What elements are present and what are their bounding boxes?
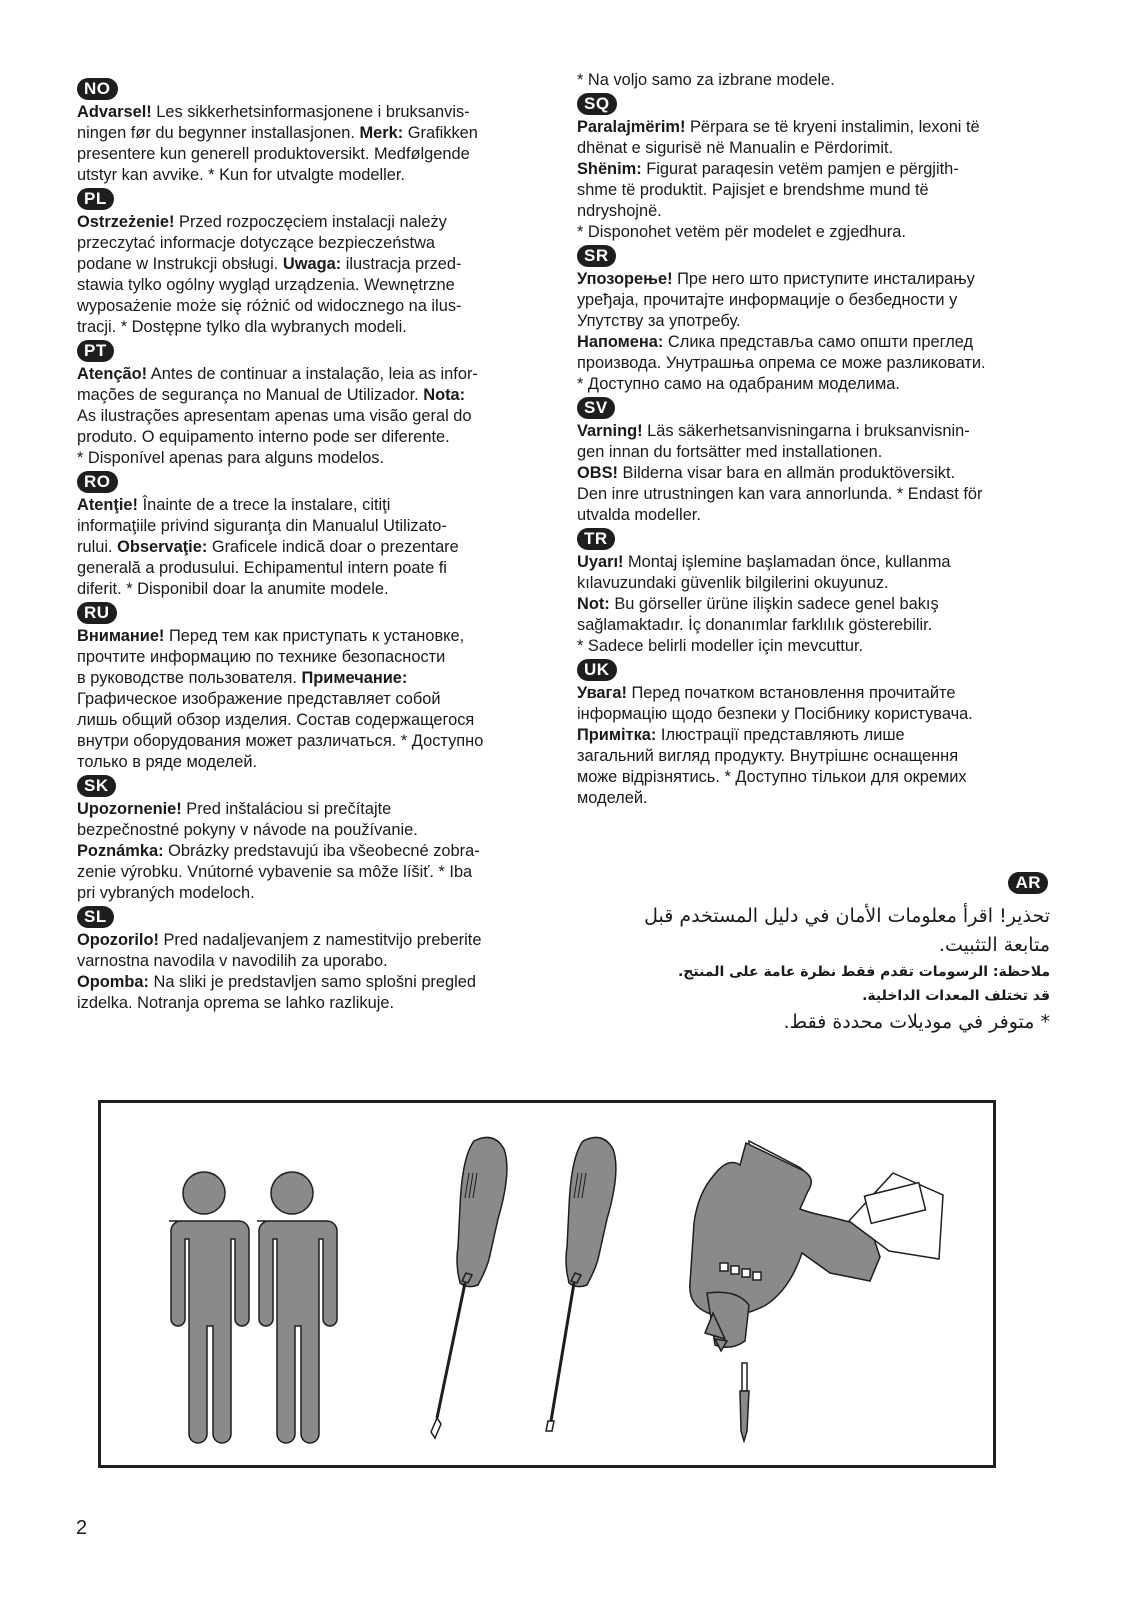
lang-paragraph	[77, 626, 547, 773]
lang-block-uk	[577, 657, 1057, 809]
ar-warning-line-1: تحذير! اقرأ معلومات الأمان في دليل المستخدم قبل	[644, 905, 1050, 927]
lang-badge-no: NO	[77, 78, 118, 100]
text-span: Graficele indică doar o prezentare	[207, 538, 459, 556]
lang-paragraph	[577, 117, 1057, 159]
lang-block-sv	[577, 395, 1057, 526]
lang-badge-pt: PT	[77, 340, 114, 362]
emphasis-label: Paralajmërim!	[577, 118, 686, 136]
text-span: загальний вигляд продукту. Внутрішнє оснащення	[577, 747, 959, 765]
text-span: dhënat e sigurisë në Manualin e Përdorimit.	[577, 139, 894, 157]
text-span: Слика представља само општи преглед	[663, 333, 974, 351]
emphasis-label: Примітка:	[577, 726, 657, 744]
text-span: wyposażenie może się różnić od widocznego na ilus-	[77, 297, 462, 315]
emphasis-label: Poznámka:	[77, 842, 164, 860]
lang-badge-sq: SQ	[577, 93, 617, 115]
emphasis-label: Примечание:	[301, 669, 408, 687]
emphasis-label: Nota:	[423, 386, 466, 404]
emphasis-label: Упозорење!	[577, 270, 673, 288]
text-span: utvalda modeller.	[577, 506, 701, 524]
lang-paragraph	[577, 332, 1057, 395]
ar-availability-line: * متوفر في موديلات محددة فقط.	[783, 1011, 1050, 1033]
text-span: shme të produktit. Pajisjet e brendshme mund të	[577, 181, 929, 199]
emphasis-label: Atenção!	[77, 365, 148, 383]
two-persons-icon	[169, 1172, 337, 1443]
text-span: * Disponível apenas para alguns modelos.	[77, 449, 385, 467]
text-span: ndryshojnë.	[577, 202, 662, 220]
lang-block-tr	[577, 526, 1057, 657]
lang-paragraph	[77, 212, 547, 338]
text-span: * Доступно само на одабраним моделима.	[577, 375, 900, 393]
text-span: kılavuzundaki güvenlik bilgilerini okuyunuz.	[577, 574, 889, 592]
emphasis-label: Upozornenie!	[77, 800, 182, 818]
lang-badge-uk: UK	[577, 659, 617, 681]
emphasis-label: Opozorilo!	[77, 931, 159, 949]
lang-paragraph	[577, 594, 1057, 657]
phillips-screwdriver-icon	[431, 1137, 507, 1438]
text-span: Obrázky predstavujú iba všeobecné zobra-	[163, 842, 480, 860]
ar-note-line-2: قد تختلف المعدات الداخلية.	[862, 988, 1050, 1004]
lang-block-sl	[77, 904, 547, 1014]
lang-paragraph	[577, 421, 1057, 463]
text-span: Înainte de a trece la instalare, citiţi	[138, 496, 391, 514]
text-span: generală a produsului. Echipamentul intern poate fi	[77, 559, 447, 577]
text-span: diferit. * Disponibil doar la anumite modele.	[77, 580, 389, 598]
lang-block-no	[77, 76, 547, 186]
lang-block-pl	[77, 186, 547, 338]
text-span: * Na voljo samo za izbrane modele.	[577, 71, 835, 89]
text-span: Na sliki je predstavljen samo splošni pregled	[148, 973, 476, 991]
emphasis-label: Shënim:	[577, 160, 642, 178]
emphasis-label: Advarsel!	[77, 103, 152, 121]
lang-badge-sk: SK	[77, 775, 116, 797]
emphasis-label: Ostrzeżenie!	[77, 213, 175, 231]
text-span: informaţiile privind siguranţa din Manualul Utilizato-	[77, 517, 447, 535]
page-number: 2	[76, 1517, 88, 1539]
text-span: Przed rozpoczęciem instalacji należy	[174, 213, 447, 231]
emphasis-label: Внимание!	[77, 627, 165, 645]
lang-badge-tr: TR	[577, 528, 615, 550]
text-span: Përpara se të kryeni instalimin, lexoni të	[685, 118, 980, 136]
emphasis-label: Atenţie!	[77, 496, 139, 514]
text-span: Bilderna visar bara en allmän produktöversikt.	[617, 464, 956, 482]
lang-badge-sv: SV	[577, 397, 615, 419]
lang-block-continued	[577, 70, 1057, 91]
text-span: Перед початком встановлення прочитайте	[626, 684, 956, 702]
text-span: * Disponohet vetëm për modelet e zgjedhura.	[577, 223, 906, 241]
text-span: ningen før du begynner installasjonen.	[77, 124, 360, 142]
text-span: rului.	[77, 538, 118, 556]
text-span: izdelka. Notranja oprema se lahko razlikuje.	[77, 994, 395, 1012]
lang-badge-ar: AR	[1008, 872, 1048, 894]
text-span: produto. O equipamento interno pode ser diferente.	[77, 428, 450, 446]
text-span: pri vybraných modeloch.	[77, 884, 255, 902]
text-span: Перед тем как приступать к установке,	[164, 627, 465, 645]
emphasis-label: Uwaga:	[282, 255, 342, 273]
lang-block-sr	[577, 243, 1057, 395]
lang-paragraph	[77, 364, 547, 469]
left-column	[77, 76, 547, 1014]
ar-warning-line-2: متابعة التثبيت.	[938, 934, 1050, 956]
emphasis-label: Not:	[577, 595, 610, 613]
lang-block-ro	[77, 469, 547, 600]
lang-block-pt	[77, 338, 547, 469]
emphasis-label: Напомена:	[577, 333, 664, 351]
text-span: bezpečnostné pokyny v návode na používanie.	[77, 821, 418, 839]
emphasis-label: Увага!	[577, 684, 627, 702]
lang-paragraph	[577, 552, 1057, 594]
text-span: ilustracja przed-	[341, 255, 462, 273]
text-span: utstyr kan avvike. * Kun for utvalgte modeller.	[77, 166, 405, 184]
lang-paragraph	[577, 463, 1057, 526]
text-span: Bu görseller ürüne ilişkin sadece genel bakış	[609, 595, 939, 613]
text-span: przeczytać informacje dotyczące bezpieczeństwa	[77, 234, 436, 252]
emphasis-label: Uyarı!	[577, 553, 624, 571]
lang-badge-sr: SR	[577, 245, 616, 267]
text-span: Les sikkerhetsinformasjonene i bruksanvis-	[151, 103, 470, 121]
lang-paragraph	[77, 495, 547, 600]
lang-badge-pl: PL	[77, 188, 114, 210]
ar-note-line-1: ملاحظة: الرسومات تقدم فقط نظرة عامة على المنتج.	[677, 964, 1050, 980]
text-span: gen innan du fortsätter med installationen.	[577, 443, 883, 461]
lang-paragraph	[77, 930, 547, 1014]
text-span: zenie výrobku. Vnútorné vybavenie sa môže líšiť. * Iba	[77, 863, 473, 881]
text-span: * Sadece belirli modeller için mevcuttur.	[577, 637, 864, 655]
lang-paragraph	[577, 159, 1057, 222]
text-span: Antes de continuar a instalação, leia as infor-	[147, 365, 478, 383]
tools-illustration	[101, 1103, 993, 1465]
text-span: Läs säkerhetsanvisningarna i bruksanvisnin-	[642, 422, 970, 440]
text-span: інформацію щодо безпеки у Посібнику користувача.	[577, 705, 973, 723]
text-span: Figurat paraqesin vetëm pamjen e përgjith-	[641, 160, 959, 178]
text-span: As ilustrações apresentam apenas uma visão geral do	[77, 407, 472, 425]
lang-paragraph	[577, 70, 1057, 91]
text-span: presentere kun generell produktoversikt. Medfølgende	[77, 145, 470, 163]
text-span: mações de segurança no Manual de Utilizador.	[77, 386, 424, 404]
text-span: Графическое изображение представляет собой	[77, 690, 441, 708]
text-span: Den inre utrustningen kan vara annorlunda. * Endast för	[577, 485, 983, 503]
text-span: tracji. * Dostępne tylko dla wybranych modeli.	[77, 318, 407, 336]
text-span: Упутству за употребу.	[577, 312, 741, 330]
lang-block-ru	[77, 600, 547, 773]
lang-paragraph	[577, 222, 1057, 243]
text-span: производа. Унутрашња опрема се може разликовати.	[577, 354, 986, 372]
lang-paragraph	[77, 102, 547, 186]
text-span: Pred inštaláciou si prečítajte	[181, 800, 392, 818]
drill-bit-icon	[740, 1363, 749, 1441]
lang-block-sk	[77, 773, 547, 904]
lang-badge-ro: RO	[77, 471, 118, 493]
text-span: Ілюстрації представляють лише	[656, 726, 905, 744]
lang-paragraph	[77, 799, 547, 904]
text-span: только в ряде моделей.	[77, 753, 258, 771]
emphasis-label: Merk:	[359, 124, 404, 142]
emphasis-label: Opomba:	[77, 973, 149, 991]
text-span: stawia tylko ogólny wygląd urządzenia. Wewnętrzne	[77, 276, 455, 294]
lang-paragraph	[577, 683, 1057, 809]
text-span: Пре него што приступите инсталирању	[672, 270, 975, 288]
right-column	[577, 70, 1057, 809]
text-span: sağlamaktadır. İç donanımlar farklılık gösterebilir.	[577, 616, 933, 634]
text-span: podane w Instrukcji obsługi.	[77, 255, 283, 273]
text-span: в руководстве пользователя.	[77, 669, 302, 687]
lang-block-sq	[577, 91, 1057, 243]
text-span: varnostna navodila v navodilih za uporabo.	[77, 952, 388, 970]
text-span: лишь общий обзор изделия. Состав содержащегося	[77, 711, 475, 729]
text-span: Pred nadaljevanjem z namestitvijo preberite	[158, 931, 482, 949]
cordless-drill-icon	[690, 1141, 943, 1351]
lang-paragraph	[577, 269, 1057, 332]
lang-badge-sl: SL	[77, 906, 114, 928]
emphasis-label: OBS!	[577, 464, 618, 482]
text-span: уређаја, прочитајте информације о безбедности у	[577, 291, 958, 309]
text-span: Grafikken	[403, 124, 478, 142]
text-span: внутри оборудования может различаться. * Доступно	[77, 732, 484, 750]
lang-badge-ru: RU	[77, 602, 117, 624]
emphasis-label: Varning!	[577, 422, 643, 440]
text-span: може відрізнятись. * Доступно тількои для окремих	[577, 768, 967, 786]
text-span: прочтите информацию по технике безопасности	[77, 648, 446, 666]
text-span: моделей.	[577, 789, 648, 807]
tools-illustration-box	[98, 1100, 996, 1468]
flat-screwdriver-icon	[546, 1137, 616, 1431]
lang-block-ar	[570, 872, 1050, 1037]
emphasis-label: Observaţie:	[117, 538, 208, 556]
text-span: Montaj işlemine başlamadan önce, kullanma	[623, 553, 951, 571]
